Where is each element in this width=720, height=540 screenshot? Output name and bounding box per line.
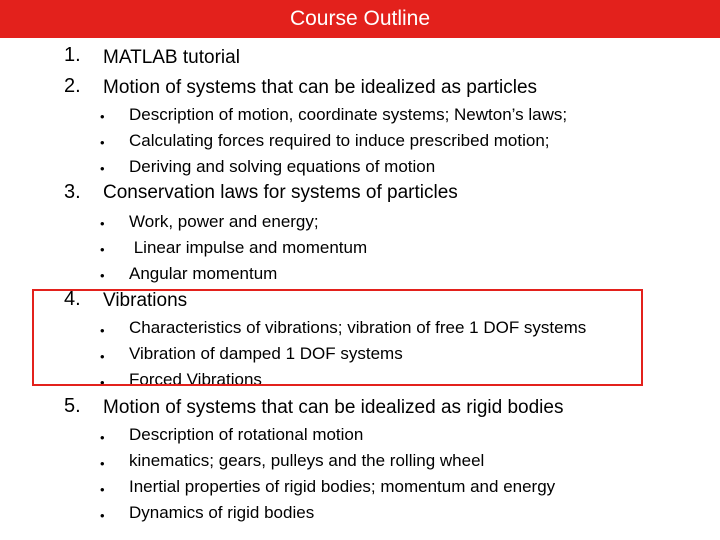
sub-item: Inertial properties of rigid bodies; momentum and energy [129, 477, 556, 496]
bullet-icon: • [100, 242, 105, 257]
bullet-icon: • [100, 109, 105, 124]
sub-item: Deriving and solving equations of motion [129, 157, 436, 176]
bullet-icon: • [100, 430, 105, 445]
sub-item: Dynamics of rigid bodies [129, 503, 315, 522]
sub-item: Angular momentum [129, 264, 278, 283]
item-number: 4. [64, 288, 81, 310]
bullet-icon: • [100, 161, 105, 176]
bullet-icon: • [100, 349, 105, 364]
vibrations-highlight-box [32, 289, 643, 386]
outline-item: Motion of systems that can be idealized as rigid bodies [103, 397, 564, 418]
bullet-icon: • [100, 135, 105, 150]
outline-item: MATLAB tutorial [103, 47, 240, 68]
outline-item: Motion of systems that can be idealized as particles [103, 77, 538, 98]
bullet-icon: • [100, 375, 105, 390]
bullet-icon: • [100, 482, 105, 497]
sub-item: Calculating forces required to induce prescribed motion; [129, 131, 550, 150]
outline-item: Vibrations [103, 290, 188, 311]
sub-item: Vibration of damped 1 DOF systems [129, 344, 403, 363]
sub-item: Description of rotational motion [129, 425, 364, 444]
outline-item: Conservation laws for systems of particles [103, 182, 458, 203]
sub-item: Work, power and energy; [129, 212, 319, 231]
bullet-icon: • [100, 216, 105, 231]
sub-item: Characteristics of vibrations; vibration of free 1 DOF systems [129, 318, 587, 337]
sub-item: Linear impulse and momentum [129, 238, 368, 257]
slide-title: Course Outline [289, 7, 431, 30]
bullet-icon: • [100, 268, 105, 283]
sub-item: Forced Vibrations [129, 370, 262, 389]
item-number: 2. [64, 75, 81, 97]
sub-item: kinematics; gears, pulleys and the rolling wheel [129, 451, 485, 470]
item-number: 1. [64, 44, 81, 66]
bullet-icon: • [100, 323, 105, 338]
item-number: 5. [64, 395, 81, 417]
item-number: 3. [64, 181, 81, 203]
bullet-icon: • [100, 456, 105, 471]
bullet-icon: • [100, 508, 105, 523]
sub-item: Description of motion, coordinate systems; Newton’s laws; [129, 105, 568, 124]
